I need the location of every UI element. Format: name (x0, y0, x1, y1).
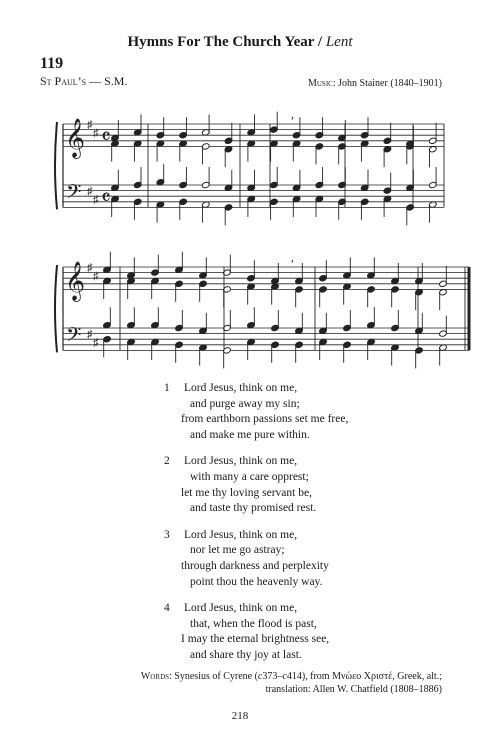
words-translation: translation: Allen W. Chatfield (1808–1886) (265, 684, 442, 695)
verse-4 (164, 601, 384, 663)
verse-2 (164, 454, 384, 516)
sharp-sign: ♯ (87, 328, 93, 341)
score-system-1 (55, 107, 444, 225)
verse-line: nor let me go astray; (190, 544, 285, 557)
section-name: Lent (325, 34, 353, 50)
bass-clef: 𝄢 (66, 180, 82, 208)
system-brace (55, 265, 57, 352)
tune-meter: — S.M. (86, 74, 128, 88)
verse-line: and make me pure within. (190, 428, 310, 441)
common-time: 𝄴 (101, 125, 111, 150)
verse-line: Lord Jesus, think on me, (184, 455, 298, 468)
verse-line: let me thy loving servant be, (181, 486, 312, 499)
verse-1 (164, 381, 384, 443)
system-brace (55, 122, 57, 209)
sharp-sign: ♯ (93, 194, 99, 206)
circa-mark: c (282, 671, 287, 682)
words-source: 414), from Μνώεο Χριστέ, Greek, alt.; (286, 671, 442, 682)
book-title: Hymns For The Church Year (127, 34, 315, 50)
verse-line: and taste thy promised rest. (190, 502, 317, 515)
title-separator: / (314, 34, 326, 50)
treble-clef: 𝄞 (65, 118, 86, 158)
treble-clef: 𝄞 (65, 261, 86, 301)
verse-number: 2 (164, 455, 170, 468)
verse-line: Lord Jesus, think on me, (184, 528, 298, 541)
breath-mark: , (291, 107, 294, 121)
words-credit (82, 670, 442, 696)
verse-line: I may the eternal brightness see, (181, 633, 330, 646)
music-label: Music: (307, 78, 336, 89)
sharp-sign: ♯ (93, 270, 99, 283)
tune-title: St Paul’s (40, 74, 87, 88)
verse-number: 3 (164, 528, 170, 541)
verse-number: 1 (164, 382, 170, 394)
bass-clef: 𝄢 (66, 323, 82, 351)
verse-line: Lord Jesus, think on me, (184, 602, 298, 615)
verse-line: and purge away my sin; (190, 397, 300, 410)
sharp-sign: ♯ (87, 119, 93, 131)
words-author: Synesius of Cyrene ( (171, 671, 258, 682)
hymn-verses (164, 381, 384, 675)
common-time: 𝄴 (101, 186, 111, 211)
verse-line: point thou the heavenly way. (190, 575, 323, 588)
music-composer: John Stainer (1840–1901) (335, 78, 442, 89)
hymn-number: 119 (40, 55, 64, 72)
verse-line: Lord Jesus, think on me, (184, 382, 298, 394)
verse-line: from earthborn passions set me free, (181, 413, 349, 426)
breath-mark: , (291, 250, 294, 264)
verse-line: through darkness and perplexity (181, 559, 329, 572)
score-system-2 (55, 250, 469, 368)
verse-3 (164, 528, 384, 590)
words-dates: 373– (262, 671, 283, 682)
sharp-sign: ♯ (87, 185, 93, 198)
verse-line: with many a care opprest; (190, 470, 309, 483)
sharp-sign: ♯ (87, 262, 93, 274)
words-label: Words: (140, 671, 172, 682)
words-credit-line-1 (82, 670, 442, 683)
sharp-sign: ♯ (93, 337, 99, 349)
page-number: 218 (231, 710, 249, 722)
verse-line: and share thy joy at last. (190, 648, 302, 661)
verse-line: that, when the flood is past, (190, 617, 317, 630)
sharp-sign: ♯ (93, 127, 99, 140)
circa-mark: c (257, 671, 263, 682)
verse-number: 4 (164, 602, 170, 615)
